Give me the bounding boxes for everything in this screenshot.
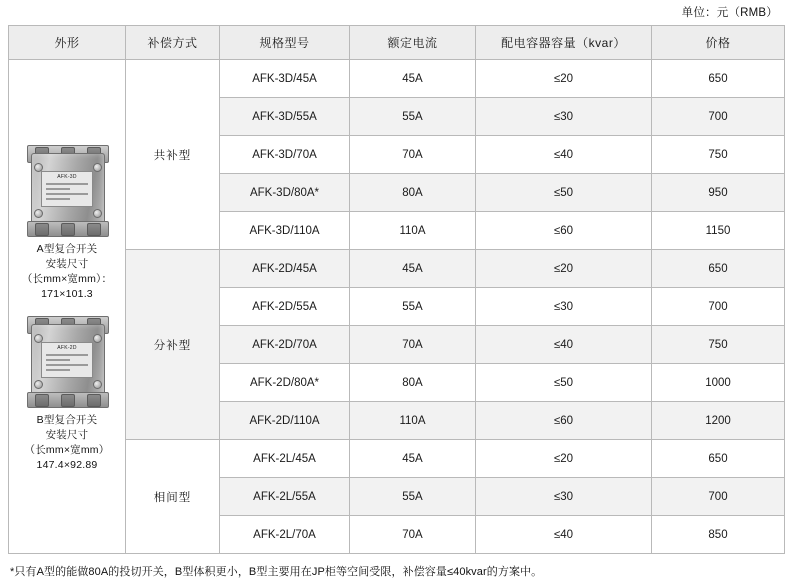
- cell-price: 750: [652, 136, 785, 174]
- cell-current: 110A: [350, 402, 476, 440]
- table-row: [9, 440, 785, 478]
- header-model: 规格型号: [220, 26, 350, 60]
- mode-cell-separate: 分补型: [126, 250, 220, 440]
- cell-current: 70A: [350, 136, 476, 174]
- plate-model-text: AFK-3D: [57, 173, 77, 180]
- specification-table: [8, 25, 785, 554]
- cell-capacity: ≤20: [476, 440, 652, 478]
- cell-capacity: ≤60: [476, 402, 652, 440]
- screw-icon: [34, 334, 43, 343]
- cell-model: AFK-2L/45A: [220, 440, 350, 478]
- cell-capacity: ≤30: [476, 478, 652, 516]
- mode-cell-common: 共补型: [126, 60, 220, 250]
- cell-capacity: ≤50: [476, 174, 652, 212]
- cell-price: 650: [652, 250, 785, 288]
- cell-model: AFK-3D/45A: [220, 60, 350, 98]
- cell-model: AFK-3D/80A*: [220, 174, 350, 212]
- cell-model: AFK-2D/45A: [220, 250, 350, 288]
- switch-a-illustration: [19, 141, 115, 237]
- caption-line: 147.4×92.89: [36, 458, 98, 471]
- terminal-icon: [61, 394, 75, 407]
- plate-line: [46, 369, 70, 371]
- header-capacitor-capacity: 配电容器容量（kvar）: [476, 26, 652, 60]
- cell-current: 45A: [350, 250, 476, 288]
- plate-line: [46, 359, 70, 361]
- figure-a-caption: [22, 242, 112, 302]
- terminal-icon: [87, 394, 101, 407]
- cell-price: 750: [652, 326, 785, 364]
- terminal-icon: [35, 223, 49, 236]
- plate-line: [46, 193, 88, 195]
- cell-current: 80A: [350, 364, 476, 402]
- cell-current: 45A: [350, 60, 476, 98]
- table-body: [9, 60, 785, 554]
- cell-model: AFK-2L/70A: [220, 516, 350, 554]
- figure-switch-type-a: [11, 141, 123, 302]
- switch-label-plate: [41, 171, 93, 207]
- cell-model: AFK-2D/55A: [220, 288, 350, 326]
- cell-model: AFK-2D/70A: [220, 326, 350, 364]
- mode-cell-phase-to-phase: 相间型: [126, 440, 220, 554]
- terminal-icon: [87, 223, 101, 236]
- switch-label-plate: [41, 342, 93, 378]
- switch-b-illustration: [19, 312, 115, 408]
- cell-capacity: ≤40: [476, 136, 652, 174]
- caption-line: 171×101.3: [41, 287, 93, 300]
- caption-line: 安装尺寸: [45, 257, 89, 270]
- terminal-icon: [35, 394, 49, 407]
- screw-icon: [93, 163, 102, 172]
- screw-icon: [93, 380, 102, 389]
- plate-line: [46, 354, 88, 356]
- screw-icon: [34, 209, 43, 218]
- terminal-icon: [61, 223, 75, 236]
- cell-capacity: ≤50: [476, 364, 652, 402]
- cell-current: 70A: [350, 516, 476, 554]
- unit-note: 单位：元（RMB）: [681, 7, 778, 19]
- cell-model: AFK-2D/110A: [220, 402, 350, 440]
- screw-icon: [93, 209, 102, 218]
- cell-capacity: ≤20: [476, 60, 652, 98]
- cell-capacity: ≤20: [476, 250, 652, 288]
- caption-line: （长mm×宽mm）：: [21, 272, 113, 285]
- cell-price: 950: [652, 174, 785, 212]
- figure-switch-type-b: [11, 312, 123, 473]
- plate-line: [46, 198, 70, 200]
- cell-price: 1200: [652, 402, 785, 440]
- plate-line: [46, 188, 70, 190]
- shape-images-cell: [9, 60, 126, 554]
- cell-current: 45A: [350, 440, 476, 478]
- table-row: [9, 250, 785, 288]
- cell-current: 70A: [350, 326, 476, 364]
- cell-model: AFK-2D/80A*: [220, 364, 350, 402]
- footnote: *只有A型的能做80A的投切开关，B型体积更小，B型主要用在JP柜等空间受限，补偿容量≤40kvar的方案中。: [10, 566, 543, 578]
- header-shape: 外形: [9, 26, 126, 60]
- cell-model: AFK-3D/70A: [220, 136, 350, 174]
- header-rated-current: 额定电流: [350, 26, 476, 60]
- cell-capacity: ≤30: [476, 288, 652, 326]
- cell-current: 110A: [350, 212, 476, 250]
- cell-price: 1150: [652, 212, 785, 250]
- cell-price: 650: [652, 60, 785, 98]
- plate-line: [46, 364, 88, 366]
- cell-capacity: ≤30: [476, 98, 652, 136]
- cell-price: 650: [652, 440, 785, 478]
- cell-current: 55A: [350, 288, 476, 326]
- table-row: [9, 60, 785, 98]
- header-compensation-mode: 补偿方式: [126, 26, 220, 60]
- cell-capacity: ≤40: [476, 326, 652, 364]
- cell-current: 55A: [350, 478, 476, 516]
- cell-price: 850: [652, 516, 785, 554]
- cell-current: 55A: [350, 98, 476, 136]
- caption-line: （长mm×宽mm）: [24, 443, 110, 456]
- plate-line: [46, 183, 88, 185]
- cell-model: AFK-3D/110A: [220, 212, 350, 250]
- cell-model: AFK-3D/55A: [220, 98, 350, 136]
- plate-model-text: AFK-2D: [57, 344, 77, 351]
- caption-line: A型复合开关: [36, 242, 98, 255]
- cell-price: 700: [652, 288, 785, 326]
- header-price: 价格: [652, 26, 785, 60]
- cell-price: 1000: [652, 364, 785, 402]
- cell-capacity: ≤40: [476, 516, 652, 554]
- screw-icon: [34, 163, 43, 172]
- caption-line: 安装尺寸: [45, 428, 89, 441]
- table-header-row: [9, 26, 785, 60]
- cell-price: 700: [652, 478, 785, 516]
- cell-model: AFK-2L/55A: [220, 478, 350, 516]
- cell-current: 80A: [350, 174, 476, 212]
- table-header: [9, 26, 785, 60]
- figure-b-caption: [25, 413, 110, 473]
- cell-price: 700: [652, 98, 785, 136]
- screw-icon: [34, 380, 43, 389]
- screw-icon: [93, 334, 102, 343]
- cell-capacity: ≤60: [476, 212, 652, 250]
- caption-line: B型复合开关: [36, 413, 98, 426]
